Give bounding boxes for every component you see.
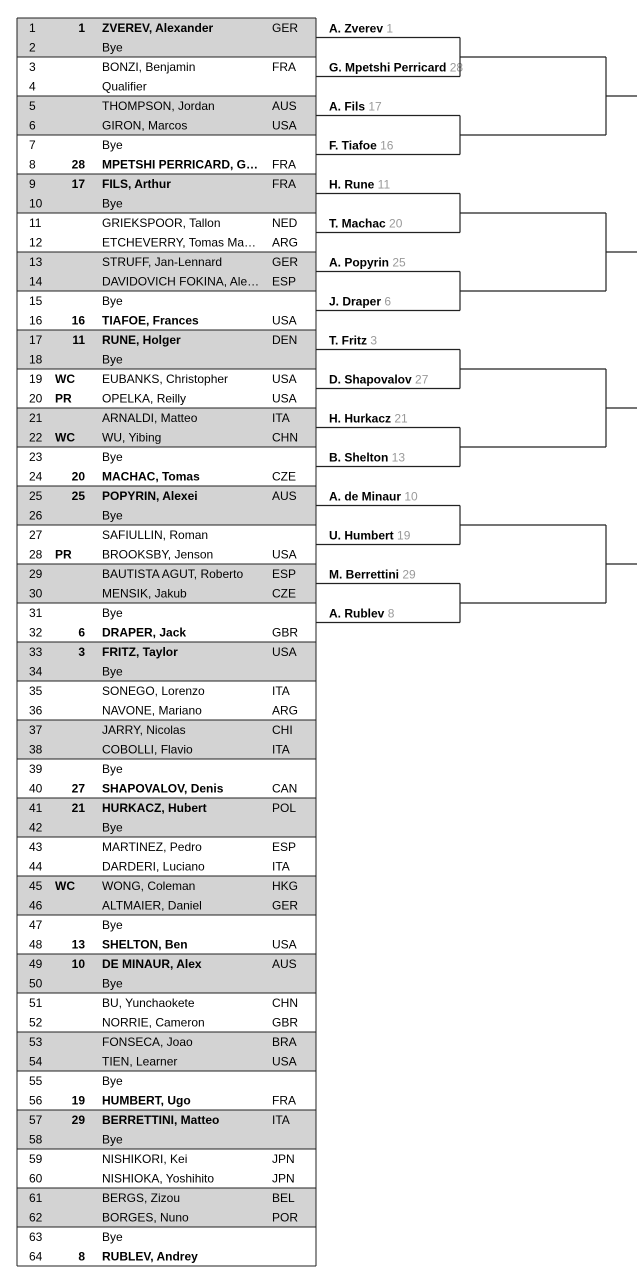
draw-row — [29, 762, 123, 776]
draw-row — [29, 626, 298, 640]
draw-row — [17, 720, 316, 740]
draw-row — [17, 584, 316, 604]
round2-winner-seed: 1 — [386, 21, 394, 36]
country-code: GBR — [272, 1015, 299, 1030]
draw-position: 9 — [29, 177, 36, 191]
entry-tag: WC — [55, 430, 75, 445]
country-code: AUS — [272, 489, 297, 503]
country-code: ITA — [272, 684, 290, 698]
draw-position: 57 — [29, 1113, 43, 1127]
draw-row — [17, 1052, 316, 1072]
country-code: CHI — [272, 723, 293, 737]
round2-winner-seed: 20 — [389, 216, 403, 231]
draw-position: 45 — [29, 879, 43, 893]
round2-winner-seed: 16 — [380, 138, 394, 153]
country-code: ESP — [272, 840, 297, 854]
country-code: USA — [272, 118, 297, 133]
round2-winner: B. Shelton 13 — [329, 450, 406, 465]
draw-position: 36 — [29, 703, 43, 718]
draw-position: 14 — [29, 274, 43, 289]
player-name: Bye — [102, 1074, 123, 1088]
player-name: HURKACZ, Hubert — [102, 801, 207, 815]
draw-position: 24 — [29, 469, 43, 484]
country-code: ITA — [272, 742, 290, 757]
player-name: SAFIULLIN, Roman — [102, 528, 209, 542]
draw-row — [17, 740, 316, 760]
row-shade — [17, 506, 316, 526]
draw-row — [17, 194, 316, 214]
draw-row — [29, 684, 290, 698]
player-name: FILS, Arthur — [102, 177, 171, 191]
player-name: Bye — [102, 664, 123, 679]
seed-number: 13 — [71, 937, 85, 952]
player-name: Bye — [102, 294, 123, 308]
draw-position: 30 — [29, 586, 43, 601]
draw-position: 5 — [29, 99, 36, 113]
draw-position: 42 — [29, 820, 43, 835]
draw-position: 28 — [29, 547, 43, 562]
player-name: Bye — [102, 1230, 123, 1244]
draw-row — [29, 918, 123, 932]
round2-winner: T. Fritz 3 — [329, 333, 378, 348]
country-code: FRA — [272, 1093, 296, 1108]
player-name: BORGES, Nuno — [102, 1210, 189, 1225]
player-name: MACHAC, Tomas — [102, 469, 200, 484]
country-code: ITA — [272, 1113, 290, 1127]
round2-winner: M. Berrettini 29 — [329, 567, 416, 582]
draw-position: 11 — [29, 216, 42, 230]
country-code: USA — [272, 1054, 297, 1069]
row-shade — [17, 974, 316, 994]
draw-position: 15 — [29, 294, 43, 308]
draw-position: 20 — [29, 391, 43, 406]
round2-winner: F. Tiafoe 16 — [329, 138, 394, 153]
draw-position: 8 — [29, 157, 36, 172]
round2-winner: A. Rublev 8 — [329, 606, 395, 621]
country-code: JPN — [272, 1152, 295, 1166]
draw-position: 63 — [29, 1230, 43, 1244]
player-name: NISHIOKA, Yoshihito — [102, 1171, 215, 1186]
draw-row — [29, 704, 298, 718]
draw-row — [17, 408, 316, 428]
draw-position: 7 — [29, 138, 36, 152]
player-name: OPELKA, Reilly — [102, 391, 187, 406]
draw-position: 3 — [29, 60, 36, 74]
country-code: NED — [272, 216, 298, 230]
player-name: Bye — [102, 918, 123, 932]
row-shade — [17, 818, 316, 838]
player-name: Bye — [102, 1132, 123, 1147]
country-code: USA — [272, 547, 297, 562]
draw-row — [17, 876, 316, 896]
draw-row — [17, 174, 316, 194]
player-name: BONZI, Benjamin — [102, 60, 196, 74]
round2-winner: A. Popyrin 25 — [329, 255, 406, 270]
player-name: Bye — [102, 352, 123, 367]
draw-position: 64 — [29, 1249, 43, 1264]
player-name: DE MINAUR, Alex — [102, 957, 202, 971]
player-name: TIAFOE, Frances — [102, 313, 199, 328]
player-name: ARNALDI, Matteo — [102, 411, 198, 425]
player-name: BAUTISTA AGUT, Roberto — [102, 567, 244, 581]
draw-row — [17, 18, 316, 38]
country-code: FRA — [272, 177, 296, 191]
player-name: DARDERI, Luciano — [102, 859, 205, 874]
draw-row — [29, 840, 296, 854]
draw-row — [17, 896, 316, 916]
player-name: RUBLEV, Andrey — [102, 1249, 198, 1264]
player-name: WU, Yibing — [102, 430, 162, 445]
draw-row — [17, 642, 316, 662]
player-name: NISHIKORI, Kei — [102, 1152, 188, 1166]
draw-row — [17, 564, 316, 584]
round2-winner: G. Mpetshi Perricard 28 — [329, 60, 464, 75]
country-code: DEN — [272, 333, 298, 347]
round2-winner-seed: 19 — [397, 528, 411, 543]
seed-number: 20 — [71, 469, 85, 484]
draw-position: 58 — [29, 1132, 43, 1147]
entry-tag: PR — [55, 391, 72, 406]
round2-winner-seed: 8 — [387, 606, 395, 621]
player-name: SHAPOVALOV, Denis — [102, 781, 224, 796]
draw-position: 41 — [29, 801, 43, 815]
player-name: Bye — [102, 976, 123, 991]
seed-number: 8 — [78, 1249, 85, 1264]
seed-number: 25 — [71, 489, 85, 503]
player-name: FONSECA, Joao — [102, 1035, 193, 1049]
seed-number: 29 — [71, 1113, 85, 1127]
draw-row — [29, 470, 296, 484]
country-code: CAN — [272, 781, 298, 796]
draw-position: 61 — [29, 1191, 43, 1205]
player-name: Qualifier — [102, 79, 147, 94]
draw-row — [29, 138, 123, 152]
country-code: ESP — [272, 567, 297, 581]
country-code: ITA — [272, 411, 290, 425]
country-code: GER — [272, 255, 299, 269]
player-name: WONG, Coleman — [102, 879, 196, 893]
player-name: STRUFF, Jan-Lennard — [102, 255, 223, 269]
round2-winner-seed: 27 — [415, 372, 429, 387]
player-name: NAVONE, Mariano — [102, 703, 202, 718]
country-code: BRA — [272, 1035, 297, 1049]
player-name: Bye — [102, 606, 123, 620]
seed-number: 28 — [71, 157, 85, 172]
draw-position: 25 — [29, 489, 43, 503]
draw-position: 12 — [29, 235, 43, 250]
draw-row — [29, 996, 298, 1010]
seed-number: 1 — [78, 21, 85, 35]
draw-row — [17, 818, 316, 838]
seed-number: 19 — [71, 1093, 85, 1108]
draw-position: 10 — [29, 196, 43, 211]
seed-number: 17 — [71, 177, 85, 191]
draw-row — [17, 1188, 316, 1208]
seed-number: 10 — [71, 957, 85, 971]
player-name: BROOKSBY, Jenson — [102, 547, 214, 562]
player-name: BU, Yunchaokete — [102, 996, 195, 1010]
draw-row — [17, 974, 316, 994]
round2-winner-seed: 11 — [377, 177, 391, 192]
draw-row — [17, 486, 316, 506]
player-name: BERGS, Zizou — [102, 1191, 181, 1205]
row-shade — [17, 350, 316, 370]
draw-row — [17, 116, 316, 136]
round2-winner: T. Machac 20 — [329, 216, 403, 231]
player-name: POPYRIN, Alexei — [102, 489, 198, 503]
player-name: MPETSHI PERRICARD, G… — [102, 157, 259, 172]
country-code: GER — [272, 898, 299, 913]
seed-number: 3 — [78, 645, 85, 659]
draw-position: 31 — [29, 606, 43, 620]
player-name: NORRIE, Cameron — [102, 1015, 205, 1030]
country-code: USA — [272, 391, 297, 406]
draw-row — [29, 1172, 295, 1186]
draw-row — [17, 1130, 316, 1150]
player-name: THOMPSON, Jordan — [102, 99, 215, 113]
draw-position: 19 — [29, 372, 43, 386]
round2-winner: J. Draper 6 — [329, 294, 392, 309]
draw-row — [29, 548, 297, 562]
round2-winner-seed: 17 — [368, 99, 382, 114]
player-name: SHELTON, Ben — [102, 937, 188, 952]
player-name: EUBANKS, Christopher — [102, 372, 229, 386]
country-code: POR — [272, 1210, 299, 1225]
country-code: HKG — [272, 879, 299, 893]
round2-winner: A. de Minaur 10 — [329, 489, 418, 504]
draw-row — [29, 938, 297, 952]
draw-position: 54 — [29, 1054, 43, 1069]
draw-row — [29, 60, 296, 74]
country-code: FRA — [272, 60, 296, 74]
round2-winner-seed: 10 — [404, 489, 418, 504]
draw-row — [29, 294, 123, 308]
player-name: MENSIK, Jakub — [102, 586, 187, 601]
country-code: CZE — [272, 469, 296, 484]
draw-position: 55 — [29, 1074, 43, 1088]
draw-row — [17, 428, 316, 448]
draw-position: 37 — [29, 723, 43, 737]
player-name: DRAPER, Jack — [102, 625, 187, 640]
country-code: CHN — [272, 430, 298, 445]
seed-number: 11 — [72, 333, 85, 347]
player-name: SONEGO, Lorenzo — [102, 684, 205, 698]
row-shade — [17, 1130, 316, 1150]
draw-position: 52 — [29, 1015, 43, 1030]
draw-position: 27 — [29, 528, 43, 542]
country-code: ITA — [272, 859, 290, 874]
country-code: GER — [272, 21, 299, 35]
draw-position: 47 — [29, 918, 43, 932]
draw-row — [17, 38, 316, 58]
country-code: FRA — [272, 157, 296, 172]
draw-position: 2 — [29, 40, 36, 55]
seed-number: 6 — [78, 625, 85, 640]
draw-row — [29, 80, 147, 94]
player-name: Bye — [102, 450, 123, 464]
draw-position: 53 — [29, 1035, 43, 1049]
draw-position: 1 — [29, 21, 36, 35]
country-code: ESP — [272, 274, 297, 289]
draw-row — [17, 1208, 316, 1228]
draw-row — [29, 1094, 296, 1108]
round2-winner-seed: 29 — [402, 567, 416, 582]
country-code: USA — [272, 313, 297, 328]
round2-winner: H. Hurkacz 21 — [329, 411, 408, 426]
country-code: CZE — [272, 586, 296, 601]
draw-position: 44 — [29, 859, 43, 874]
draw-position: 4 — [29, 79, 36, 94]
draw-row — [29, 1152, 295, 1166]
player-name: Bye — [102, 40, 123, 55]
draw-position: 40 — [29, 781, 43, 796]
draw-row — [29, 158, 296, 172]
round2-winner: U. Humbert 19 — [329, 528, 411, 543]
round2-winner: D. Shapovalov 27 — [329, 372, 429, 387]
draw-row — [29, 782, 297, 796]
draw-position: 32 — [29, 625, 43, 640]
player-name: BERRETTINI, Matteo — [102, 1113, 220, 1127]
draw-position: 6 — [29, 118, 36, 133]
draw-position: 21 — [29, 411, 43, 425]
country-code: USA — [272, 372, 297, 386]
draw-row — [17, 506, 316, 526]
draw-row — [29, 528, 208, 542]
player-name: ALTMAIER, Daniel — [102, 898, 202, 913]
draw-position: 29 — [29, 567, 43, 581]
entry-tag: PR — [55, 547, 72, 562]
draw-row — [17, 1032, 316, 1052]
country-code: ARG — [272, 235, 299, 250]
country-code: USA — [272, 937, 297, 952]
row-shade — [17, 38, 316, 58]
country-code: JPN — [272, 1171, 295, 1186]
draw-position: 56 — [29, 1093, 43, 1108]
draw-position: 16 — [29, 313, 43, 328]
country-code: POL — [272, 801, 297, 815]
round2-winner-seed: 6 — [384, 294, 392, 309]
draw-position: 13 — [29, 255, 43, 269]
player-name: Bye — [102, 508, 123, 523]
draw-row — [17, 330, 316, 350]
draw-position: 59 — [29, 1152, 43, 1166]
draw-row — [29, 216, 298, 230]
draw-position: 62 — [29, 1210, 43, 1225]
draw-row — [29, 450, 123, 464]
draw-position: 35 — [29, 684, 43, 698]
draw-position: 50 — [29, 976, 43, 991]
draw-row — [29, 314, 297, 328]
entry-tag: WC — [55, 372, 75, 386]
player-name: JARRY, Nicolas — [102, 723, 186, 737]
draw-row — [29, 606, 123, 620]
draw-position: 60 — [29, 1171, 43, 1186]
player-name: DAVIDOVICH FOKINA, Ale… — [102, 274, 260, 289]
draw-row — [17, 96, 316, 116]
player-name: FRITZ, Taylor — [102, 645, 178, 659]
player-name: MARTINEZ, Pedro — [102, 840, 202, 854]
draw-position: 34 — [29, 664, 43, 679]
draw-position: 46 — [29, 898, 43, 913]
round2-winner-seed: 3 — [370, 333, 378, 348]
country-code: GBR — [272, 625, 299, 640]
draw-row — [29, 372, 297, 386]
round2-winner: A. Zverev 1 — [329, 21, 394, 36]
draw-position: 26 — [29, 508, 43, 523]
draw-row — [29, 1250, 198, 1264]
draw-position: 38 — [29, 742, 43, 757]
draw-row — [17, 798, 316, 818]
draw-position: 49 — [29, 957, 43, 971]
draw-row — [17, 350, 316, 370]
draw-row — [29, 1016, 298, 1030]
draw-position: 39 — [29, 762, 43, 776]
entry-tag: WC — [55, 879, 75, 893]
country-code: AUS — [272, 957, 297, 971]
draw-row — [29, 1230, 123, 1244]
player-name: Bye — [102, 820, 123, 835]
draw-position: 51 — [29, 996, 43, 1010]
draw-row — [29, 1074, 123, 1088]
player-name: TIEN, Learner — [102, 1054, 178, 1069]
country-code: BEL — [272, 1191, 295, 1205]
player-name: GIRON, Marcos — [102, 118, 188, 133]
row-shade — [17, 662, 316, 682]
draw-position: 33 — [29, 645, 43, 659]
country-code: CHN — [272, 996, 298, 1010]
draw-row — [17, 252, 316, 272]
seed-number: 16 — [71, 313, 85, 328]
round2-winner-seed: 13 — [391, 450, 406, 465]
player-name: RUNE, Holger — [102, 333, 181, 347]
seed-number: 27 — [71, 781, 85, 796]
draw-position: 17 — [29, 333, 43, 347]
country-code: USA — [272, 645, 297, 659]
draw-row — [29, 392, 297, 406]
seed-number: 21 — [71, 801, 85, 815]
draw-row — [29, 236, 298, 250]
draw-position: 48 — [29, 937, 43, 952]
country-code: ARG — [272, 703, 299, 718]
round2-winner-seed: 21 — [394, 411, 408, 426]
player-name: Bye — [102, 762, 123, 776]
country-code: AUS — [272, 99, 297, 113]
draw-position: 22 — [29, 430, 43, 445]
round2-winner-seed: 25 — [392, 255, 406, 270]
draw-position: 43 — [29, 840, 43, 854]
player-name: HUMBERT, Ugo — [102, 1093, 191, 1108]
draw-position: 23 — [29, 450, 43, 464]
draw-row — [17, 954, 316, 974]
draw-row — [29, 860, 290, 874]
draw-row — [17, 662, 316, 682]
row-shade — [17, 194, 316, 214]
round2-winner: A. Fils 17 — [329, 99, 382, 114]
player-name: ZVEREV, Alexander — [102, 21, 214, 35]
player-name: ETCHEVERRY, Tomas Ma… — [102, 235, 257, 250]
player-name: Bye — [102, 138, 123, 152]
draw-row — [17, 272, 316, 292]
draw-row — [17, 1110, 316, 1130]
player-name: GRIEKSPOOR, Tallon — [102, 216, 221, 230]
draw-position: 18 — [29, 352, 43, 367]
player-name: COBOLLI, Flavio — [102, 742, 193, 757]
player-name: Bye — [102, 196, 123, 211]
round2-winner: H. Rune 11 — [329, 177, 391, 192]
round2-winner-seed: 28 — [449, 60, 464, 75]
